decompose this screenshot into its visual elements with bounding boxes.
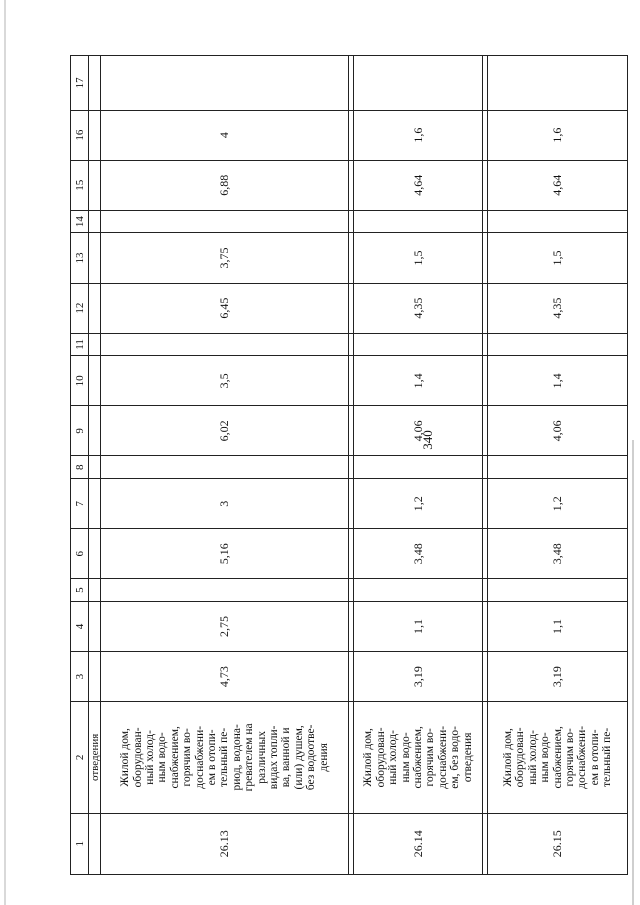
column-number: 6 [71, 529, 89, 579]
table-cell: 4,35 [354, 283, 483, 333]
table-cell: 4,64 [488, 160, 628, 210]
table-cell: 1,5 [354, 233, 483, 283]
column-number: 17 [71, 56, 89, 111]
table-cell: 1,5 [488, 233, 628, 283]
column-number: 2 [71, 702, 89, 813]
continuation-row [89, 56, 101, 875]
column-number: 13 [71, 233, 89, 283]
column-number: 16 [71, 110, 89, 160]
row-code: 26.14 [354, 813, 483, 874]
table-cell: 3,19 [354, 652, 483, 702]
table-cell [354, 579, 483, 602]
row-code: 26.13 [101, 813, 349, 874]
tariff-table [70, 55, 628, 875]
table-cell: 3,5 [101, 356, 349, 406]
table-cell: 3,19 [488, 652, 628, 702]
scan-edge-left [4, 0, 6, 905]
table-cell: 6,45 [101, 283, 349, 333]
table-cell: 4 [101, 110, 349, 160]
row-code: 26.15 [488, 813, 628, 874]
table-cell: 4,64 [354, 160, 483, 210]
table-cell: 1,1 [488, 602, 628, 652]
table-cell [488, 456, 628, 479]
table-cell: 4,35 [488, 283, 628, 333]
table-cell [101, 56, 349, 111]
table-cell: 1,6 [354, 110, 483, 160]
table-cell [488, 210, 628, 233]
column-number: 1 [71, 813, 89, 874]
column-number: 11 [71, 333, 89, 356]
row-description: Жилой дом, оборудован- ный холод- ным водо- снабжением, горячим во- доснабжени- ем, без водо- отведения [354, 702, 483, 813]
column-number: 3 [71, 652, 89, 702]
table-cell [354, 333, 483, 356]
table-cell [354, 56, 483, 111]
table-cell: 1,1 [354, 602, 483, 652]
table-cell [354, 210, 483, 233]
column-number: 8 [71, 456, 89, 479]
table-cell: 4,06 [354, 406, 483, 456]
table-row [354, 56, 483, 875]
table-cell [101, 210, 349, 233]
table-cell: 6,88 [101, 160, 349, 210]
column-number: 10 [71, 356, 89, 406]
table-row [488, 56, 628, 875]
column-number-row [71, 56, 89, 875]
table-cell: 1,4 [488, 356, 628, 406]
row-description: Жилой дом, оборудован- ный холод- ным водо- снабжением, горячим во- доснабжени- ем в отопи- тельный пе- [488, 702, 628, 813]
column-number: 14 [71, 210, 89, 233]
table-cell: 3,48 [488, 529, 628, 579]
table-cell [101, 333, 349, 356]
table-cell [101, 579, 349, 602]
row-description: Жилой дом, оборудован- ный холод- ным водо- снабжением, горячим во- доснабжени- ем в отопи- тельный пе- риод, водона- гревателем на различных видах топли- ва, ванной и (или) душем, без водоотве- дения [101, 702, 349, 813]
rotated-table-container [70, 55, 628, 875]
column-number: 5 [71, 579, 89, 602]
table-cell: 3,75 [101, 233, 349, 283]
table-cell: 4,06 [488, 406, 628, 456]
table-row [101, 56, 349, 875]
table-cell: 3 [101, 479, 349, 529]
table-cell: 6,02 [101, 406, 349, 456]
column-number: 7 [71, 479, 89, 529]
column-number: 4 [71, 602, 89, 652]
column-number: 15 [71, 160, 89, 210]
table-cell: 1,4 [354, 356, 483, 406]
table-cell [101, 456, 349, 479]
table-cell: 5,16 [101, 529, 349, 579]
page-number: 340 [419, 430, 435, 450]
table-cell: 1,6 [488, 110, 628, 160]
table-cell: 2,75 [101, 602, 349, 652]
table-cell: 4,73 [101, 652, 349, 702]
table-cell [354, 456, 483, 479]
table-cell [488, 579, 628, 602]
table-cell [488, 333, 628, 356]
column-number: 12 [71, 283, 89, 333]
table-cell: 3,48 [354, 529, 483, 579]
table-cell: 1,2 [488, 479, 628, 529]
scan-edge-right [632, 440, 634, 905]
continued-text: отведения [89, 702, 101, 813]
table-cell: 1,2 [354, 479, 483, 529]
column-number: 9 [71, 406, 89, 456]
table-cell [488, 56, 628, 111]
